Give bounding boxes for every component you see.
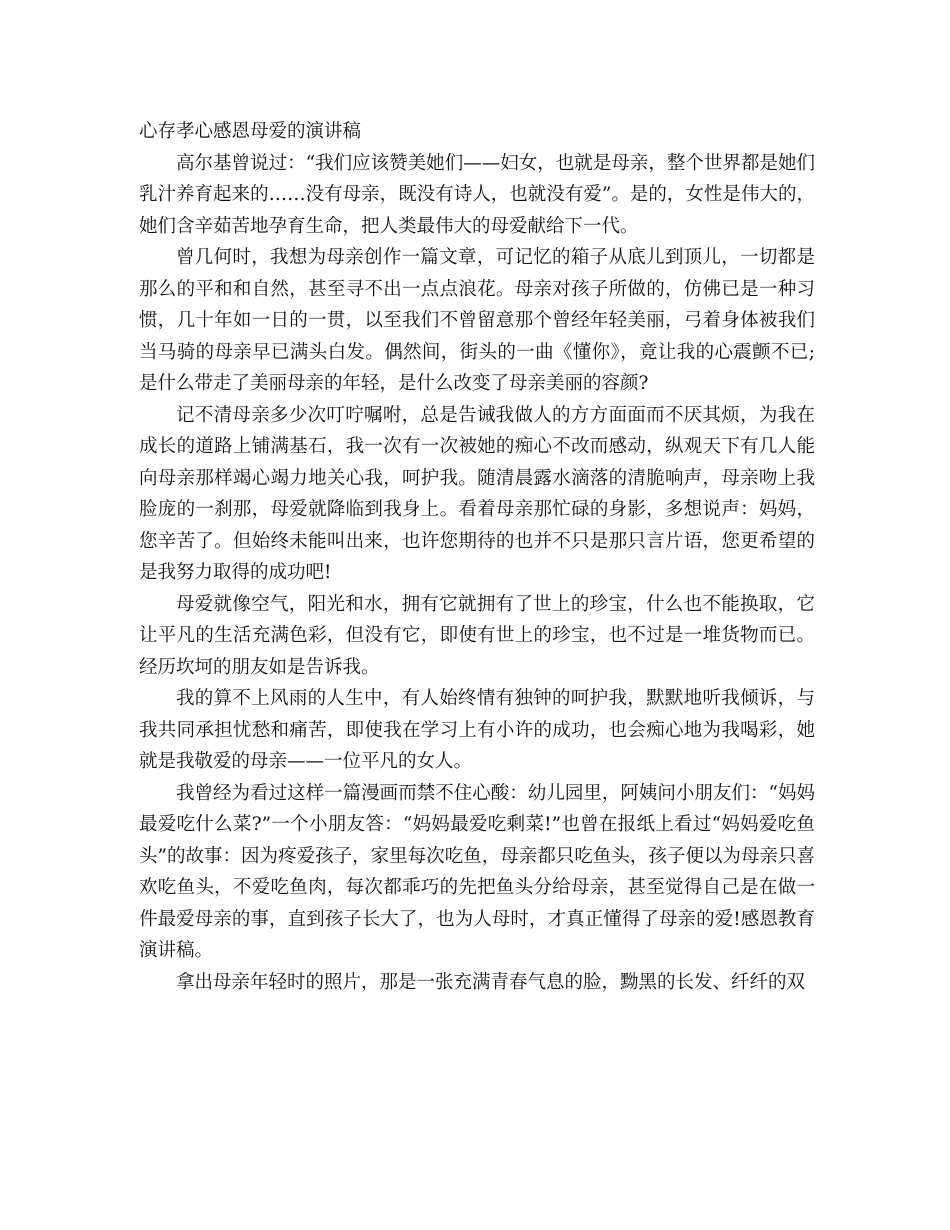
paragraph: 我曾经为看过这样一篇漫画而禁不住心酸：幼儿园里，阿姨问小朋友们：“妈妈最爱吃什么菜?”一个小朋友答：“妈妈最爱吃剩菜!”也曾在报纸上看过“妈妈爱吃鱼头”的故事：因为疼爱孩子，家里每次吃鱼，母亲都只吃鱼头，孩子便以为母亲只喜欢吃鱼头，不爱吃鱼肉，每次都乖巧的先把鱼头分给母亲，甚至觉得自己是在做一件最爱母亲的事，直到孩子长大了，也为人母时，才真正懂得了母亲的爱!感恩教育演讲稿。: [139, 782, 815, 961]
paragraph: 记不清母亲多少次叮咛嘱咐，总是告诫我做人的方方面面而不厌其烦，为我在成长的道路上铺满基石，我一次有一次被她的痴心不改而感动，纵观天下有几人能向母亲那样竭心竭力地关心我，呵护我。随清晨露水滴落的清脆响声，母亲吻上我脸庞的一刹那，母爱就降临到我身上。看着母亲那忙碌的身影，多想说声：妈妈，您辛苦了。但始终未能叫出来，也许您期待的也并不只是那只言片语，您更希望的是我努力取得的成功吧!: [139, 404, 815, 583]
document-body: [139, 116, 815, 998]
document-title: 心存孝心感恩母爱的演讲稿: [139, 121, 362, 142]
paragraph: 拿出母亲年轻时的照片，那是一张充满青春气息的脸，黝黑的长发、纤纤的双: [176, 971, 806, 993]
paragraph: 我的算不上风雨的人生中，有人始终情有独钟的呵护我，默默地听我倾诉，与我共同承担忧愁和痛苦，即使我在学习上有小许的成功，也会痴心地为我喝彩，她就是我敬爱的母亲——一位平凡的女人。: [139, 688, 815, 772]
paragraph: 高尔基曾说过：“我们应该赞美她们——妇女，也就是母亲，整个世界都是她们乳汁养育起来的……没有母亲，既没有诗人，也就没有爱”。是的，女性是伟大的，她们含辛茹苦地孕育生命，把人类最伟大的母爱献给下一代。: [139, 152, 815, 237]
paragraph: 母爱就像空气，阳光和水，拥有它就拥有了世上的珍宝，什么也不能换取，它让平凡的生活充满色彩，但没有它，即使有世上的珍宝，也不过是一堆货物而已。经历坎坷的朋友如是告诉我。: [139, 593, 815, 678]
paragraph: 曾几何时，我想为母亲创作一篇文章，可记忆的箱子从底儿到顶儿，一切都是那么的平和和自然，甚至寻不出一点点浪花。母亲对孩子所做的，仿佛已是一种习惯，几十年如一日的一贯，以至我们不曾留意那个曾经年轻美丽，弓着身体被我们当马骑的母亲早已满头白发。偶然间，街头的一曲《懂你》，竟让我的心震颤不已;是什么带走了美丽母亲的年轻，是什么改变了母亲美丽的容颜?: [139, 247, 815, 394]
